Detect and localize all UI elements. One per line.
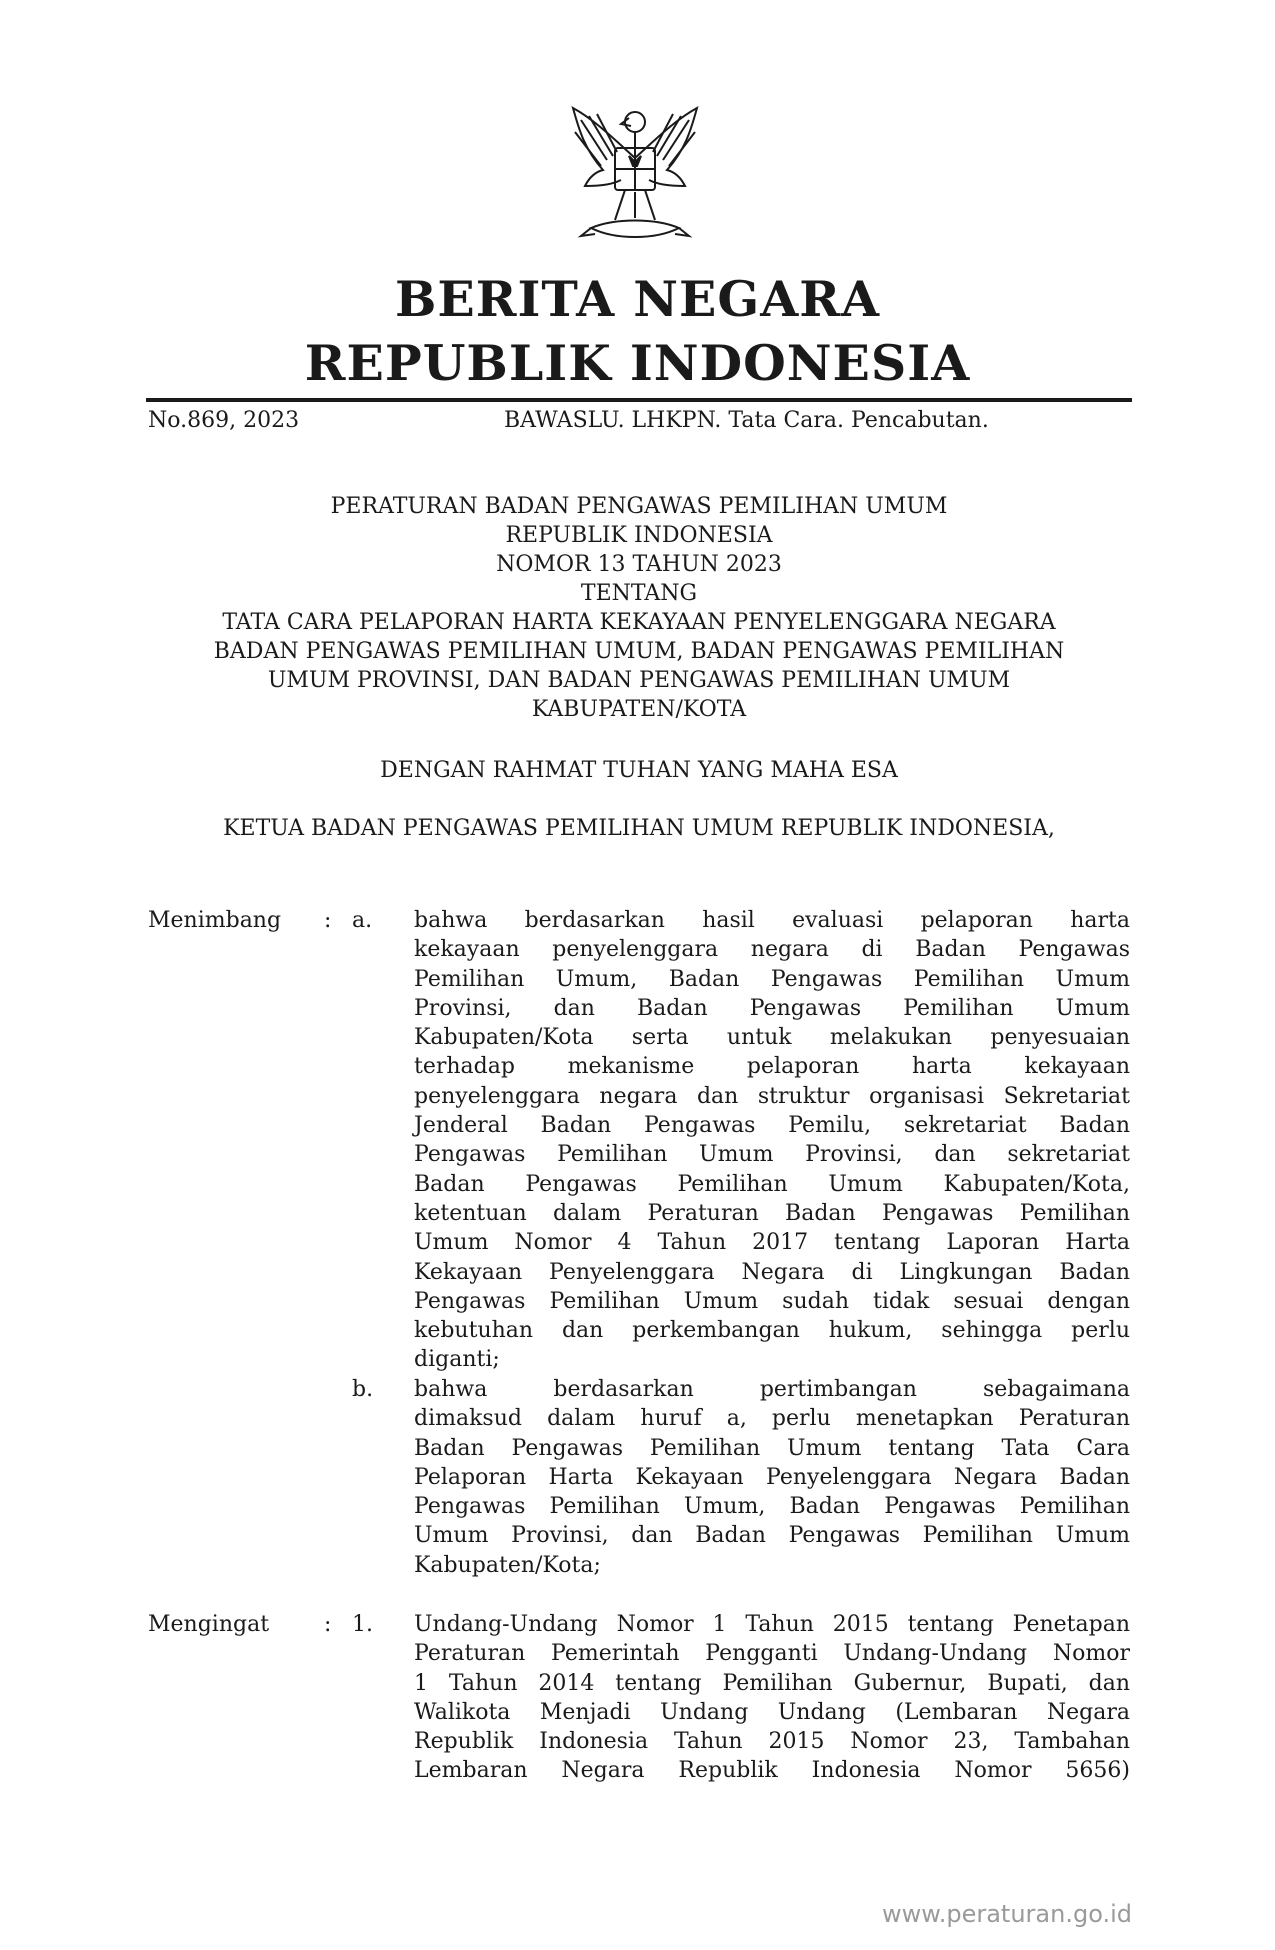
title-line: UMUM PROVINSI, DAN BADAN PENGAWAS PEMILIHAN UMUM [267,668,1011,693]
text-line: penyelenggara negara dan struktur organisasi Sekretariat [414,1083,1130,1109]
text-line: Jenderal Badan Pengawas Pemilu, sekretariat Badan [414,1113,1130,1139]
text-line: Kekayaan Penyelenggara Negara di Lingkungan Badan [414,1259,1130,1285]
menimbang-item-b-text [414,1375,1130,1580]
text-line: Provinsi, dan Badan Pengawas Pemilihan Umum [414,995,1130,1021]
masthead-divider [146,398,1132,402]
mengingat-label: Mengingat [148,1612,270,1637]
text-line: Pelaporan Harta Kekayaan Penyelenggara Negara Badan [414,1464,1130,1490]
title-line: REPUBLIK INDONESIA [505,523,773,548]
text-line: Pengawas Pemilihan Umum sudah tidak sesuai dengan [414,1288,1130,1314]
mengingat-item-1-marker: 1. [352,1612,373,1637]
menimbang-item-a-text [414,906,1130,1375]
menimbang-item-b-marker: b. [352,1377,374,1402]
footer-website-url: www.peraturan.go.id [882,1900,1132,1928]
text-line: Kabupaten/Kota serta untuk melakukan penyesuaian [414,1025,1130,1051]
text-line: Pemilihan Umum, Badan Pengawas Pemilihan Umum [414,966,1130,992]
text-line: Lembaran Negara Republik Indonesia Nomor 5656) [414,1758,1130,1784]
masthead-title-line-1: BERITA NEGARA [394,270,880,328]
enacting-authority: KETUA BADAN PENGAWAS PEMILIHAN UMUM REPUBLIK INDONESIA, [223,816,1055,841]
text-line: Pengawas Pemilihan Umum Provinsi, dan sekretariat [414,1142,1130,1168]
garuda-pancasila-emblem-icon [555,100,715,250]
text-line: bahwa berdasarkan hasil evaluasi pelaporan harta [414,908,1130,933]
text-line: 1 Tahun 2014 tentang Pemilihan Gubernur, Bupati, dan [414,1670,1130,1696]
title-line: TATA CARA PELAPORAN HARTA KEKAYAAN PENYELENGGARA NEGARA [222,610,1056,635]
title-line: PERATURAN BADAN PENGAWAS PEMILIHAN UMUM [330,494,948,519]
text-line: Umum Nomor 4 Tahun 2017 tentang Laporan Harta [414,1230,1130,1256]
mengingat-colon: : [324,1612,332,1637]
preamble: DENGAN RAHMAT TUHAN YANG MAHA ESA [380,758,898,783]
text-line: Umum Provinsi, dan Badan Pengawas Pemilihan Umum [414,1523,1130,1549]
text-line: Walikota Menjadi Undang Undang (Lembaran Negara [414,1699,1130,1725]
gazette-subject: BAWASLU. LHKPN. Tata Cara. Pencabutan. [504,408,989,433]
title-line: NOMOR 13 TAHUN 2023 [496,552,782,577]
text-line: kebutuhan dan perkembangan hukum, sehingga perlu [414,1318,1130,1344]
text-line: Undang-Undang Nomor 1 Tahun 2015 tentang Penetapan [414,1612,1130,1637]
mengingat-item-1-text [414,1610,1130,1786]
text-line: terhadap mekanisme pelaporan harta kekayaan [414,1054,1130,1080]
masthead-title-line-2: REPUBLIK INDONESIA [304,334,971,392]
text-line: bahwa berdasarkan pertimbangan sebagaimana [414,1377,1130,1402]
title-line: KABUPATEN/KOTA [531,697,747,722]
text-line: ketentuan dalam Peraturan Badan Pengawas Pemilihan [414,1200,1130,1226]
text-line: Kabupaten/Kota; [414,1552,601,1578]
menimbang-item-a-marker: a. [352,908,373,933]
regulation-title [146,492,1132,724]
text-line: diganti; [414,1347,500,1373]
text-line: Pengawas Pemilihan Umum, Badan Pengawas Pemilihan [414,1494,1130,1520]
title-line: BADAN PENGAWAS PEMILIHAN UMUM, BADAN PENGAWAS PEMILIHAN [213,639,1065,664]
text-line: kekayaan penyelenggara negara di Badan Pengawas [414,937,1130,963]
menimbang-label: Menimbang [148,908,282,933]
title-line: TENTANG [580,581,698,606]
gazette-number: No.869, 2023 [148,408,300,433]
menimbang-colon: : [324,908,332,933]
text-line: Peraturan Pemerintah Pengganti Undang-Undang Nomor [414,1641,1130,1667]
text-line: Republik Indonesia Tahun 2015 Nomor 23, Tambahan [414,1729,1130,1755]
text-line: dimaksud dalam huruf a, perlu menetapkan Peraturan [414,1406,1130,1432]
text-line: Badan Pengawas Pemilihan Umum tentang Tata Cara [414,1435,1130,1461]
text-line: Badan Pengawas Pemilihan Umum Kabupaten/Kota, [414,1171,1130,1197]
